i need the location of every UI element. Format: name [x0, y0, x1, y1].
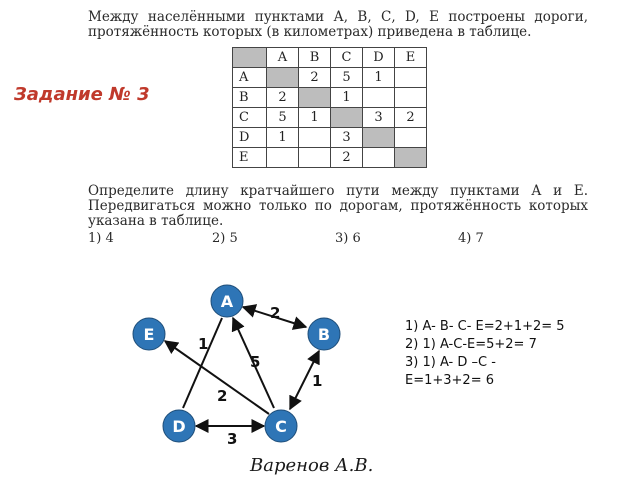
problem-intro: Между населёнными пунктами А, В, С, D, Е построены дороги, протяжённость которых (в километрах) приведена в таблице.: [88, 9, 588, 40]
table-cell: 1: [299, 108, 331, 128]
table-header-cell: D: [363, 48, 395, 68]
answer-option: 4) 7: [458, 231, 484, 246]
table-row-header: E: [233, 148, 267, 168]
author-signature: Варенов А.В.: [250, 455, 374, 476]
node-e-label: E: [143, 325, 155, 344]
solution-item-continued: E=1+3+2= 6: [405, 373, 495, 388]
table-row-header: C: [233, 108, 267, 128]
answer-option: 2) 5: [212, 231, 238, 246]
table-cell: 5: [331, 68, 363, 88]
node-c-label: C: [275, 417, 287, 436]
task-title: Задание № 3: [14, 84, 150, 105]
table-cell: 2: [267, 88, 299, 108]
table-cell: 3: [331, 128, 363, 148]
edge-label-ab: 2: [270, 304, 281, 322]
node-a-label: A: [220, 292, 234, 311]
table-header-cell: A: [267, 48, 299, 68]
node-b-label: B: [317, 325, 331, 344]
table-cell: 1: [267, 128, 299, 148]
node-d: [163, 410, 195, 442]
node-c: [265, 410, 297, 442]
table-row-header: B: [233, 88, 267, 108]
edge-label-ad: 1: [198, 335, 209, 353]
node-d-label: D: [172, 417, 186, 436]
table-cell: 2: [395, 108, 427, 128]
node-e: [133, 318, 165, 350]
table-row-header: D: [233, 128, 267, 148]
node-b: [308, 318, 340, 350]
problem-question: Определите длину кратчайшего пути между пунктами А и Е. Передвигаться можно только по дорогам, протяжённость которых указана в таблице.: [88, 183, 588, 229]
table-cell: 2: [331, 148, 363, 168]
answer-option: 1) 4: [88, 231, 114, 246]
table-cell: 2: [299, 68, 331, 88]
table-row-header: A: [233, 68, 267, 88]
table-cell: 5: [267, 108, 299, 128]
edge-label-cb: 1: [312, 372, 323, 390]
table-cell: 1: [331, 88, 363, 108]
table-header-cell: E: [395, 48, 427, 68]
solution-item: 2) 1) A-C-E=5+2= 7: [405, 337, 537, 352]
solution-item: 3) 1) A- D –C -: [405, 355, 496, 370]
edge-label-ce: 2: [217, 387, 228, 405]
solution-list: [405, 318, 565, 390]
table-header-cell: C: [331, 48, 363, 68]
answer-option: 3) 6: [335, 231, 361, 246]
table-header-cell: B: [299, 48, 331, 68]
solution-item: 1) A- B- C- E=2+1+2= 5: [405, 319, 565, 334]
table-cell: 1: [363, 68, 395, 88]
table-cell: 3: [363, 108, 395, 128]
edge-label-ac: 5: [250, 353, 261, 371]
edge-label-cd: 3: [227, 430, 238, 448]
node-a: [211, 285, 243, 317]
